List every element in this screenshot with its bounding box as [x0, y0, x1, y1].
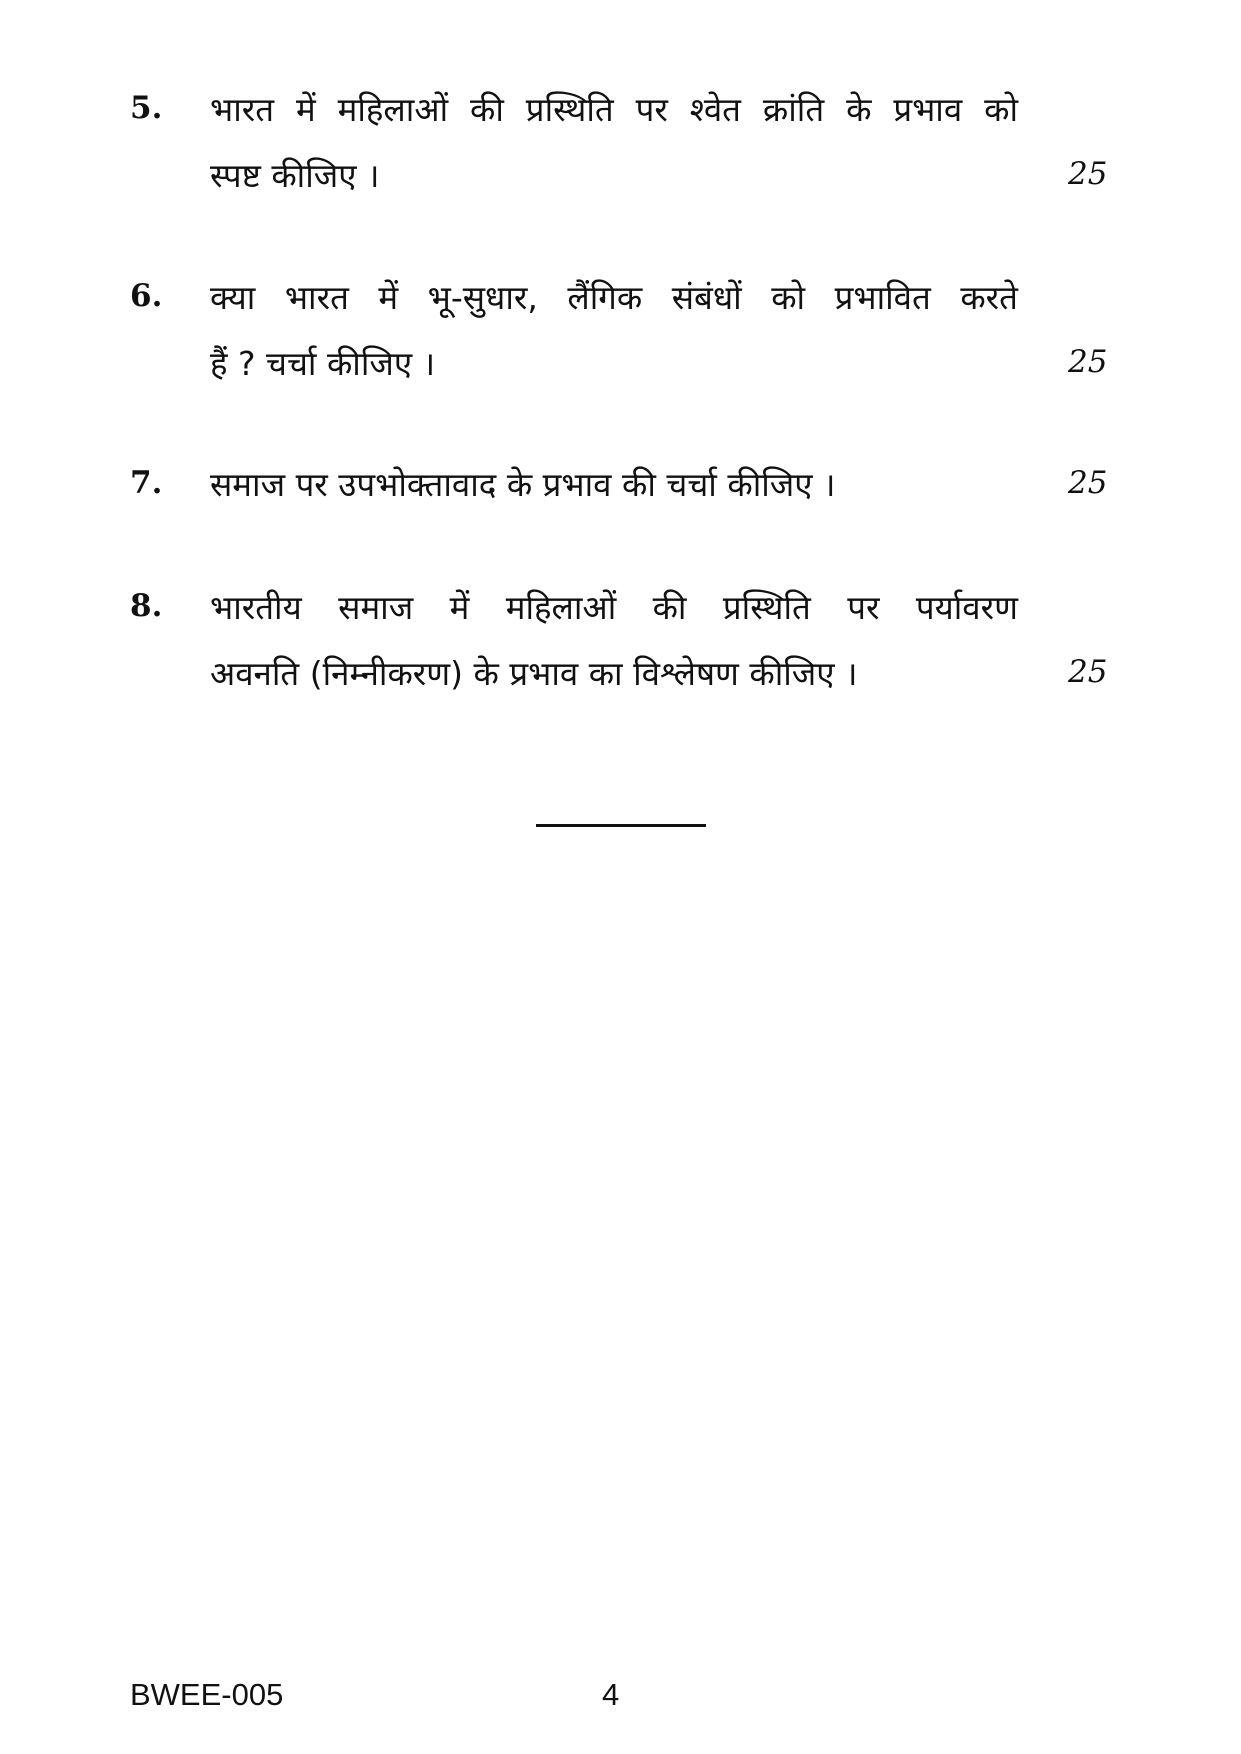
question-marks: 25: [1068, 156, 1108, 192]
question-text-line-1: भारत में महिलाओं की प्रस्थिति पर श्वेत क्रांति के प्रभाव को: [210, 90, 1018, 129]
question-text-line-1: क्या भारत में भू-सुधार, लैंगिक संबंधों को प्रभावित करते: [210, 278, 1018, 317]
question-marks: 25: [1068, 654, 1108, 690]
footer-page-number: 4: [602, 1677, 620, 1712]
question-text-line-1: भारतीय समाज में महिलाओं की प्रस्थिति पर पर्यावरण: [210, 588, 1018, 627]
footer-course-code: BWEE-005: [130, 1677, 284, 1712]
question-marks: 25: [1068, 344, 1108, 380]
question-text-line-1: समाज पर उपभोक्तावाद के प्रभाव की चर्चा कीजिए ।: [210, 465, 836, 504]
question-number: 6.: [130, 278, 163, 314]
question-text-line-2: अवनति (निम्नीकरण) के प्रभाव का विश्लेषण कीजिए ।: [210, 654, 858, 693]
question-text-line-2: हैं ? चर्चा कीजिए ।: [210, 344, 436, 383]
question-text-line-2: स्पष्ट कीजिए ।: [210, 156, 380, 195]
question-number: 8.: [130, 588, 163, 624]
question-marks: 25: [1068, 465, 1108, 501]
question-number: 7.: [130, 465, 163, 501]
question-number: 5.: [130, 90, 163, 126]
end-of-questions-rule: [536, 824, 706, 827]
